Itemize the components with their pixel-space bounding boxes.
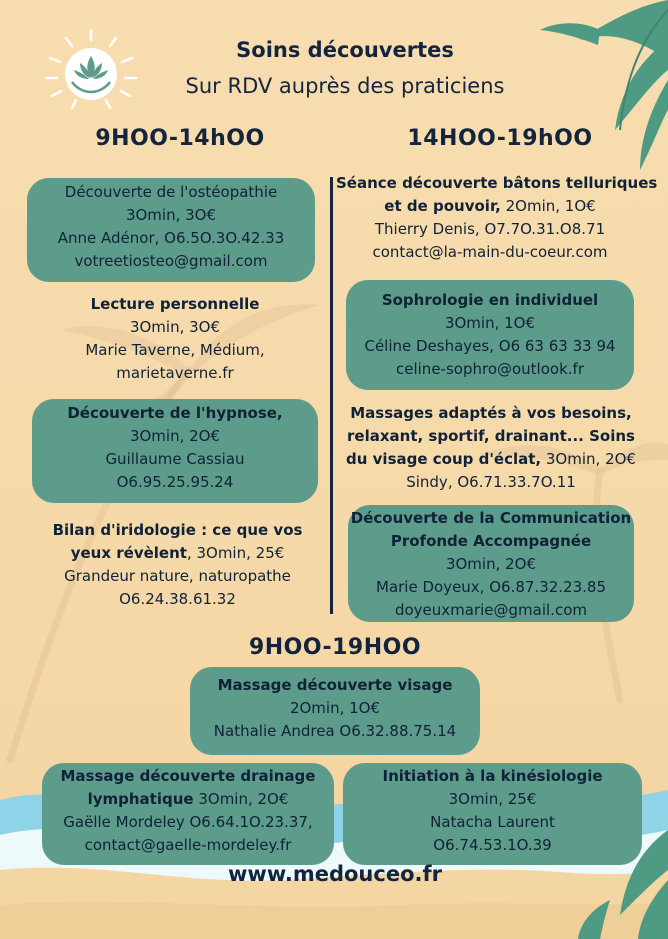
service-price: 3Omin, 2O€	[193, 790, 289, 808]
practitioner-email: celine-sophro@outlook.fr	[396, 360, 584, 378]
service-title: Découverte de la Communication	[350, 509, 632, 527]
morning-heading: 9HOO-14hOO	[95, 126, 265, 151]
service-title: Lecture personnelle	[90, 295, 260, 313]
practitioner-name: Grandeur nature, naturopathe	[64, 567, 291, 585]
service-price: 3Omin, 1O€	[444, 314, 536, 332]
service-card-sophrologie	[346, 280, 634, 390]
service-title: Initiation à la kinésiologie	[382, 767, 603, 785]
practitioner-phone: O6.95.25.95.24	[116, 473, 234, 491]
practitioner-contact: Nathalie Andrea O6.32.88.75.14	[213, 722, 457, 740]
service-card-osteopathie	[27, 178, 315, 282]
service-title: Massage découverte visage	[217, 676, 453, 694]
service-title: Massages adaptés à vos besoins,	[350, 404, 632, 422]
service-price: 3Omin, 3O€	[125, 206, 217, 224]
service-item-lecture	[35, 293, 315, 385]
service-price: 3Omin, 2O€	[541, 450, 636, 468]
service-title-bold: lymphatique	[87, 790, 194, 808]
practitioner-name: Natacha Laurent	[430, 813, 555, 831]
service-price: 3Omin, 2O€	[129, 427, 221, 445]
practitioner-contact: Céline Deshayes, O6 63 63 33 94	[364, 337, 616, 355]
allday-heading: 9HOO-19HOO	[248, 635, 422, 660]
service-title: Découverte de l'hypnose,	[67, 404, 283, 422]
lotus-hands-sun-logo-icon	[44, 28, 138, 112]
service-price: 3Omin, 3O€	[129, 318, 221, 336]
practitioner-name: Marie Taverne, Médium,	[85, 341, 265, 359]
service-title-continued	[336, 195, 644, 218]
practitioner-phone: O6.74.53.1O.39	[433, 836, 552, 854]
service-price: 2Omin, 1O€	[500, 197, 596, 215]
practitioner-email: doyeuxmarie@gmail.com	[394, 601, 588, 619]
service-title: Massage découverte drainage	[60, 767, 316, 785]
service-title-bold: yeux révèlent	[70, 544, 187, 562]
column-divider	[330, 177, 333, 614]
service-card-kinesiologie	[343, 763, 642, 865]
service-title-continued: Profonde Accompagnée	[390, 532, 592, 550]
practitioner-contact: Marie Doyeux, O6.87.32.23.85	[376, 578, 606, 596]
page-title: Soins découvertes	[236, 38, 454, 62]
service-title-bold: du visage coup d'éclat,	[346, 450, 542, 468]
afternoon-heading: 14HOO-19hOO	[407, 126, 593, 151]
practitioner-contact: Anne Adénor, O6.5O.3O.42.33	[57, 229, 285, 247]
service-card-drainage-lymphatique	[42, 763, 334, 865]
practitioner-email: contact@gaelle-mordeley.fr	[84, 836, 292, 854]
service-title: Découverte de l'ostéopathie	[64, 183, 278, 201]
practitioner-contact: Sindy, O6.71.33.7O.11	[406, 473, 576, 491]
practitioner-name: Guillaume Cassiau	[105, 450, 245, 468]
service-item-massages	[338, 402, 644, 494]
service-card-massage-visage	[190, 667, 480, 755]
practitioner-contact: Gaëlle Mordeley O6.64.1O.23.37,	[63, 813, 313, 831]
service-title: Sophrologie en individuel	[381, 291, 599, 309]
practitioner-email: contact@la-main-du-coeur.com	[372, 243, 608, 261]
service-title: Séance découverte bâtons telluriques	[336, 174, 658, 192]
service-title: Bilan d'iridologie : ce que vos	[52, 521, 303, 539]
service-title-continued: relaxant, sportif, drainant... Soins	[347, 427, 635, 445]
service-item-iridologie	[30, 519, 325, 611]
service-title-bold: et de pouvoir,	[384, 197, 501, 215]
service-item-batons-telluriques	[336, 172, 658, 264]
service-card-communication	[348, 505, 634, 622]
service-price: 2Omin, 1O€	[289, 699, 381, 717]
service-price: , 3Omin, 25€	[186, 544, 285, 562]
service-price: 3Omin, 25€	[448, 790, 537, 808]
service-price: 3Omin, 2O€	[445, 555, 537, 573]
practitioner-website: marietaverne.fr	[116, 364, 234, 382]
service-title-continued	[30, 542, 325, 565]
practitioner-contact: Thierry Denis, O7.7O.31.O8.71	[374, 220, 606, 238]
practitioner-phone: O6.24.38.61.32	[119, 590, 236, 608]
service-card-hypnose	[32, 399, 318, 503]
website-link[interactable]: www.medouceo.fr	[228, 862, 442, 886]
practitioner-email: votreetiosteo@gmail.com	[74, 252, 268, 270]
page-subtitle: Sur RDV auprès des praticiens	[185, 74, 505, 98]
